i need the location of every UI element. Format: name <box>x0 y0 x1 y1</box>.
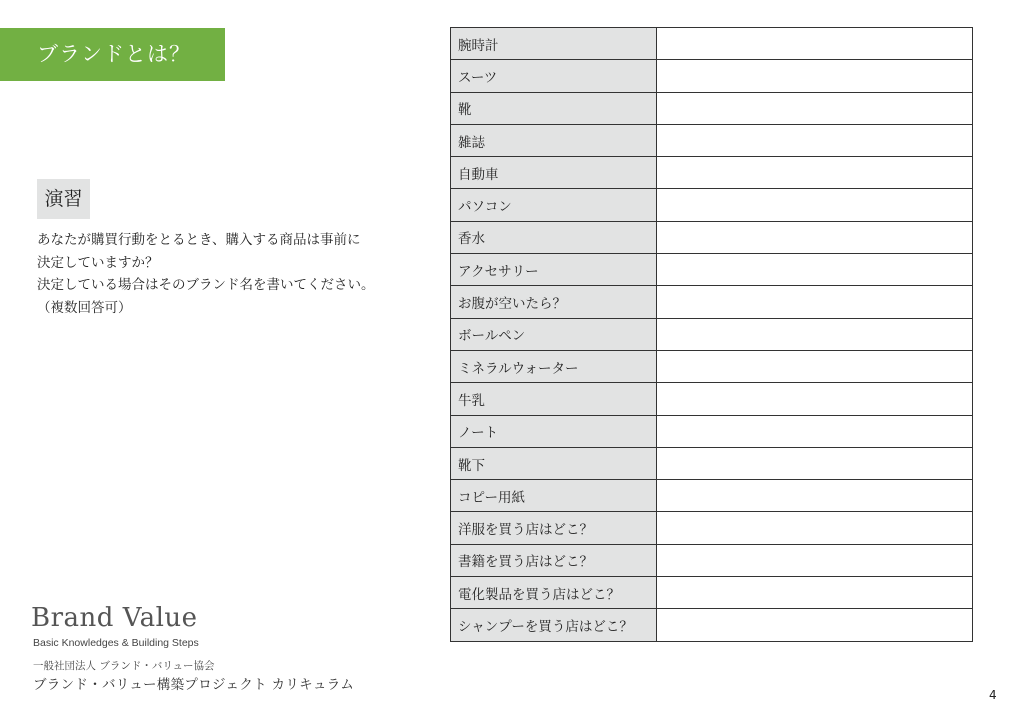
item-label-cell: ミネラルウォーター <box>451 350 657 382</box>
item-label-cell: ノート <box>451 415 657 447</box>
item-label-cell: スーツ <box>451 60 657 92</box>
page-title: ブランドとは？ <box>0 28 225 81</box>
item-label-cell: 自動車 <box>451 157 657 189</box>
item-label-cell: お腹が空いたら？ <box>451 286 657 318</box>
item-label-cell: 靴 <box>451 92 657 124</box>
table-row <box>451 221 973 253</box>
table-row <box>451 577 973 609</box>
item-label-cell: 腕時計 <box>451 28 657 60</box>
item-label-cell: コピー用紙 <box>451 480 657 512</box>
brand-answer-cell[interactable] <box>657 609 973 641</box>
exercise-badge: 演習 <box>37 179 90 219</box>
brand-value-logo: Brand Value <box>31 603 198 633</box>
brand-answer-cell[interactable] <box>657 189 973 221</box>
table-row <box>451 60 973 92</box>
item-label-cell: 洋服を買う店はどこ？ <box>451 512 657 544</box>
exercise-instructions <box>37 229 427 319</box>
item-label-cell: 靴下 <box>451 447 657 479</box>
brand-answer-cell[interactable] <box>657 318 973 350</box>
item-label-cell: パソコン <box>451 189 657 221</box>
table-row <box>451 512 973 544</box>
item-label-cell: 書籍を買う店はどこ？ <box>451 544 657 576</box>
page-number: 4 <box>989 688 997 702</box>
brand-answer-cell[interactable] <box>657 350 973 382</box>
brand-answer-table <box>450 27 973 642</box>
brand-answer-cell[interactable] <box>657 157 973 189</box>
item-label-cell: 香水 <box>451 221 657 253</box>
table-row <box>451 350 973 382</box>
brand-answer-cell[interactable] <box>657 415 973 447</box>
item-label-cell: ボールペン <box>451 318 657 350</box>
table-row <box>451 157 973 189</box>
item-label-cell: シャンプーを買う店はどこ？ <box>451 609 657 641</box>
brand-answer-cell[interactable] <box>657 60 973 92</box>
table-row <box>451 609 973 641</box>
table-row <box>451 254 973 286</box>
item-label-cell: アクセサリー <box>451 254 657 286</box>
table-row <box>451 544 973 576</box>
brand-answer-cell[interactable] <box>657 92 973 124</box>
table-row <box>451 415 973 447</box>
table-row <box>451 286 973 318</box>
table-row <box>451 124 973 156</box>
instruction-line: あなたが購買行動をとるとき、購入する商品は事前に <box>37 232 361 248</box>
table-row <box>451 383 973 415</box>
brand-answer-cell[interactable] <box>657 383 973 415</box>
item-label-cell: 牛乳 <box>451 383 657 415</box>
brand-answer-cell[interactable] <box>657 28 973 60</box>
table-row <box>451 92 973 124</box>
item-label-cell: 雑誌 <box>451 124 657 156</box>
brand-answer-cell[interactable] <box>657 124 973 156</box>
brand-answer-cell[interactable] <box>657 480 973 512</box>
brand-answer-cell[interactable] <box>657 221 973 253</box>
table-row <box>451 480 973 512</box>
brand-answer-cell[interactable] <box>657 286 973 318</box>
brand-answer-cell[interactable] <box>657 544 973 576</box>
item-label-cell: 電化製品を買う店はどこ？ <box>451 577 657 609</box>
brand-answer-cell[interactable] <box>657 512 973 544</box>
curriculum-title: ブランド・バリュー構築プロジェクト カリキュラム <box>33 677 355 693</box>
instruction-line: 決定していますか？ <box>37 254 159 271</box>
brand-answer-cell[interactable] <box>657 447 973 479</box>
table-row <box>451 28 973 60</box>
table-row <box>451 447 973 479</box>
instruction-line: （複数回答可） <box>37 299 132 316</box>
brand-answer-cell[interactable] <box>657 577 973 609</box>
brand-tagline: Basic Knowledges & Building Steps <box>33 637 199 649</box>
organization-name: 一般社団法人 ブランド・バリュー協会 <box>33 660 215 672</box>
brand-answer-cell[interactable] <box>657 254 973 286</box>
instruction-line: 決定している場合はそのブランド名を書いてください。 <box>37 277 375 293</box>
table-row <box>451 189 973 221</box>
table-row <box>451 318 973 350</box>
